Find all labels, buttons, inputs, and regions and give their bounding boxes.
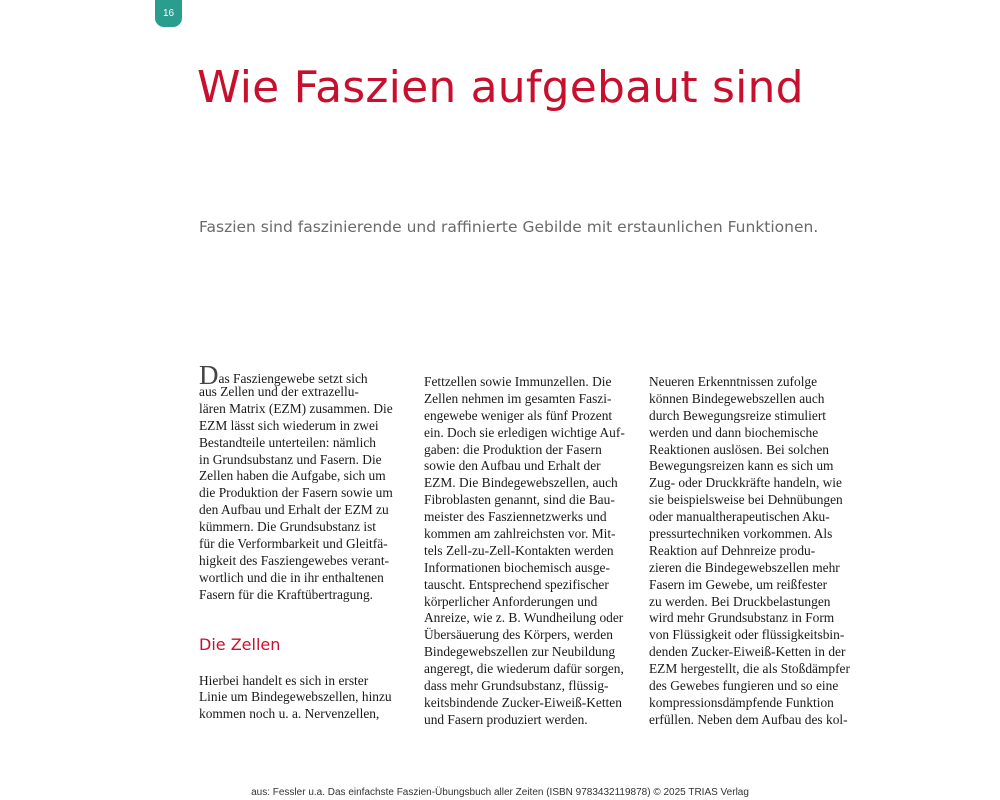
page-subtitle: Faszien sind faszinierende und raffinierte Gebilde mit erstaunlichen Funktionen.: [199, 218, 819, 236]
text-line: Neueren Erkenntnissen zufolge: [649, 374, 818, 389]
first-line-text: as Fasziengewebe setzt sich: [218, 371, 368, 386]
text-line: oder manualtherapeutischen Aku-: [649, 509, 830, 525]
text-line: Bestandteile unterteilen: nämlich: [199, 434, 376, 450]
text-line: die Produktion der Fasern sowie um: [199, 485, 393, 501]
drop-cap: D: [199, 360, 219, 390]
text-line: angeregt, die wiederum dafür sorgen,: [424, 661, 624, 677]
text-line: tels Zell-zu-Zell-Kontakten werden: [424, 542, 614, 558]
text-line: kümmern. Die Grundsubstanz ist: [199, 519, 377, 535]
text-line: EZM hergestellt, die als Stoßdämpfer: [649, 661, 850, 677]
text-line: Anreize, wie z. B. Wundheilung oder: [424, 610, 624, 626]
text-line: EZM. Die Bindegewebszellen, auch: [424, 475, 618, 491]
text-line: Linie um Bindegewebszellen, hinzu: [199, 689, 392, 705]
text-line: körperlicher Anforderungen und: [424, 593, 598, 609]
text-line: den Aufbau und Erhalt der EZM zu: [199, 502, 389, 518]
text-line: zieren die Bindegewebszellen mehr: [649, 559, 840, 575]
page-title: Wie Faszien aufgebaut sind: [197, 62, 804, 113]
text-line: Fasern für die Kraftübertragung.: [199, 586, 374, 602]
text-line: denden Zucker-Eiweiß-Ketten in der: [649, 644, 846, 660]
text-line: wortlich und die in ihr enthaltenen: [199, 569, 384, 585]
text-line: lären Matrix (EZM) zusammen. Die: [199, 400, 393, 416]
text-line: Reaktionen auslösen. Bei solchen: [649, 441, 829, 457]
text-line: kommen am zahlreichsten vor. Mit-: [424, 526, 616, 542]
text-line: higkeit des Fasziengewebes verant-: [199, 552, 390, 568]
text-line: erfüllen. Neben dem Aufbau des kol-: [649, 711, 848, 727]
text-line: tauscht. Entsprechend spezifischer: [424, 576, 609, 592]
text-line: kommen noch u. a. Nervenzellen,: [199, 706, 380, 722]
text-line: engewebe weniger als fünf Prozent: [424, 407, 613, 423]
text-line: durch Bewegungsreize stimuliert: [649, 407, 827, 423]
text-line: des Gewebes fungieren und so eine: [649, 678, 839, 694]
text-line: Bindegewebszellen zur Neubildung: [424, 644, 616, 660]
page-number-badge: 16: [155, 0, 182, 27]
text-line: Zug- oder Druckkräfte handeln, wie: [649, 475, 842, 491]
text-line: kompressionsdämpfende Funktion: [649, 694, 834, 710]
text-line: dass mehr Grundsubstanz, flüssig-: [424, 678, 609, 694]
text-column-1: [199, 360, 409, 723]
text-line: sowie den Aufbau und Erhalt der: [424, 458, 601, 474]
text-line: EZM lässt sich wiederum in zwei: [199, 417, 379, 433]
text-line: von Flüssigkeit oder flüssigkeitsbin-: [649, 627, 845, 643]
text-line: und Fasern produziert werden.: [424, 711, 588, 727]
text-line: können Bindegewebszellen auch: [649, 390, 825, 406]
text-column-2: [424, 374, 634, 729]
text-line: zu werden. Bei Druckbelastungen: [649, 593, 831, 609]
text-line: Hierbei handelt es sich in erster: [199, 672, 369, 688]
text-column-3: [649, 374, 859, 729]
text-line: werden und dann biochemische: [649, 424, 819, 440]
text-line: wird mehr Grundsubstanz in Form: [649, 610, 835, 626]
text-line: keitsbindende Zucker-Eiweiß-Ketten: [424, 694, 622, 710]
text-line: aus Zellen und der extrazellu-: [199, 384, 359, 399]
text-line: in Grundsubstanz und Fasern. Die: [199, 451, 382, 467]
text-line: Zellen nehmen im gesamten Faszi-: [424, 390, 612, 406]
text-line: Übersäuerung des Körpers, werden: [424, 627, 613, 643]
section-heading: Die Zellen: [199, 634, 281, 654]
text-line: ein. Doch sie erledigen wichtige Auf-: [424, 424, 625, 440]
text-line: für die Verformbarkeit und Gleitfä-: [199, 536, 388, 552]
text-line: Fasern im Gewebe, um reißfester: [649, 576, 828, 592]
text-line: sie beispielsweise bei Dehnübungen: [649, 492, 843, 508]
text-line: gaben: die Produktion der Fasern: [424, 441, 602, 457]
first-line: [199, 360, 409, 390]
text-line: meister des Fasziennetzwerks und: [424, 509, 607, 525]
text-line: Fibroblasten genannt, sind die Bau-: [424, 492, 615, 508]
text-line: Fettzellen sowie Immunzellen. Die: [424, 374, 612, 389]
text-line: Zellen haben die Aufgabe, sich um: [199, 468, 386, 484]
source-footer: aus: Fessler u.a. Das einfachste Faszien-Übungsbuch aller Zeiten (ISBN 9783432119878) © 2025 TRIAS Verlag: [251, 787, 749, 798]
text-line: Bewegungsreizen kann es sich um: [649, 458, 834, 474]
text-line: Reaktion auf Dehnreize produ-: [649, 542, 816, 558]
text-line: pressurtechniken vorkommen. Als: [649, 526, 833, 542]
text-line: Informationen biochemisch ausge-: [424, 559, 610, 575]
